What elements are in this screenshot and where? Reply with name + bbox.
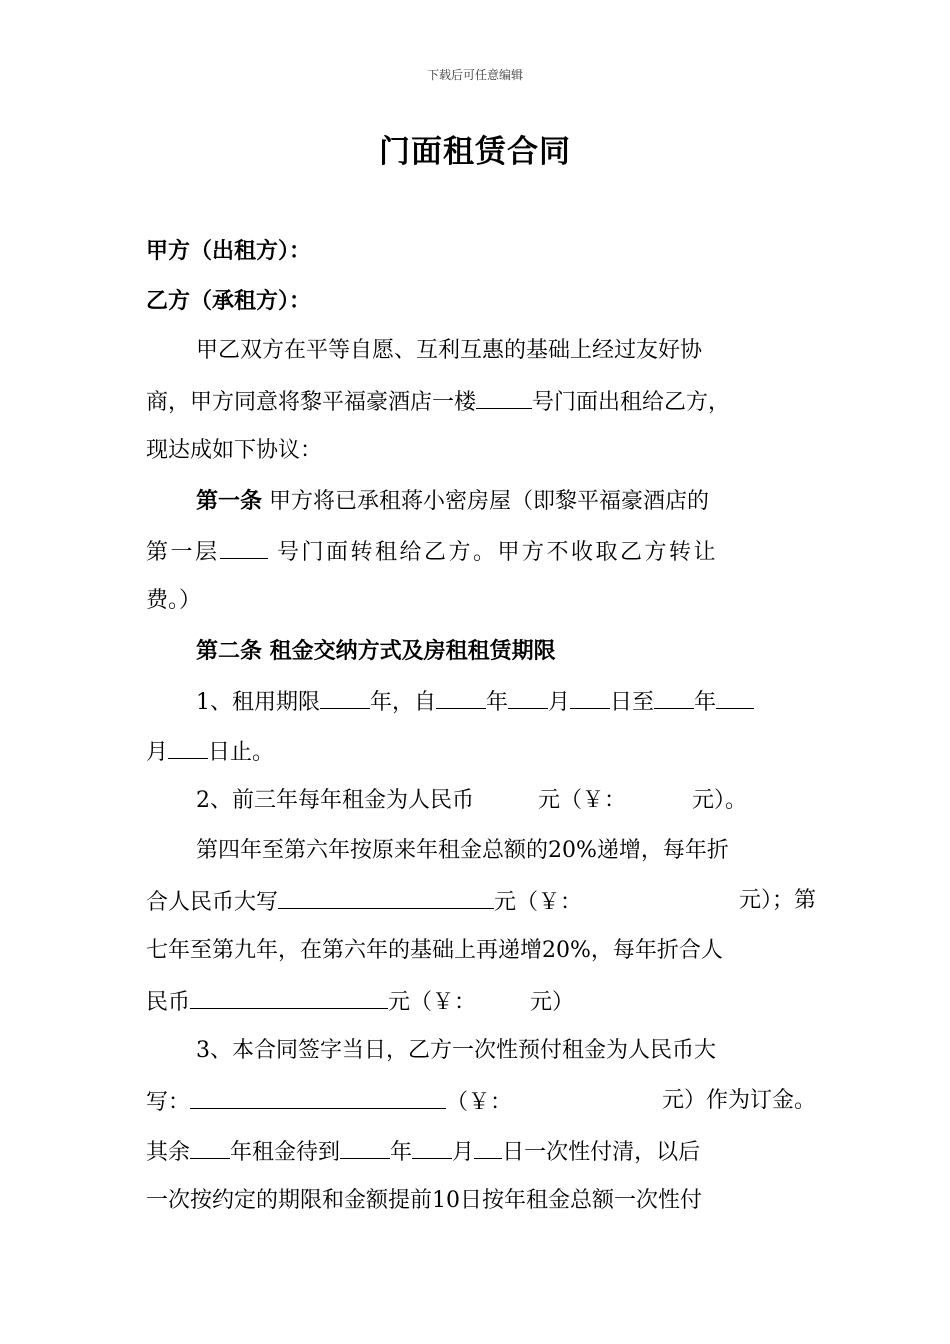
document-title: 门面租赁合同 [379,134,571,170]
blank-pay-year [340,1136,390,1159]
intro-line-2 [146,386,816,418]
party-b-label: 乙方（承租方）： [146,288,312,314]
item-text: 日止。 [208,740,275,765]
item-text: 年 [694,690,717,715]
blank-amount-words [278,886,494,909]
blank-pay-day [474,1136,502,1159]
party-a-label: 甲方（出租方）： [146,238,312,264]
art2-item2-line-5 [146,986,816,1018]
art2-item2-line-4: 七年至第九年，在第六年的基础上再递增20%，每年折合人 [146,938,723,963]
blank-end-day [168,736,208,759]
item-text: 日一次性付清，以后 [502,1140,701,1165]
art2-item2-line-1 [196,786,816,816]
blank-amount-words [190,986,388,1009]
item-text: 月 [452,1140,475,1165]
art2-heading: 第二条 租金交纳方式及房租租赁期限 [196,638,556,664]
blank-end-year [654,686,694,709]
item-text: 元） [530,990,575,1015]
item-text: 2、前三年每年租金为人民币 [196,788,474,813]
item-text: 年 [390,1140,413,1165]
item-text: 元）作为订金。 [661,1088,816,1113]
item-text: 1、租用期限 [196,690,320,715]
art2-item3-line-4: 一次按约定的期限和金额提前10日按年租金总额一次性付 [146,1188,702,1213]
art2-item2-line-2: 第四年至第六年按原来年租金总额的20%递增，每年折 [196,838,729,863]
item-text: 年，自 [370,690,437,715]
item-text: 元（￥： [494,890,583,915]
item-text: 月 [146,740,169,765]
art1-text: 号门面转租给乙方。甲方不收取乙方转让 [277,540,719,565]
item-text: 年 [486,690,509,715]
blank-years [320,686,370,709]
blank-end-month [716,686,754,709]
blank-shop-number [220,536,268,559]
blank-shop-number [476,386,532,409]
header-note: 下载后可任意编辑 [426,68,523,82]
art1-line-2 [146,536,816,568]
blank-pay-month [412,1136,452,1159]
art2-item1-line-2 [146,736,816,768]
item-text: 民币 [146,990,191,1015]
art2-item3-line-1: 3、本合同签字当日，乙方一次性预付租金为人民币大 [196,1038,716,1063]
art2-item3-line-2 [146,1086,816,1118]
item-text: 其余 [146,1140,191,1165]
art2-item1-line-1 [196,686,816,718]
blank-start-month [508,686,548,709]
item-text: 元）；第 [738,888,816,913]
intro-text: 商，甲方同意将黎平福豪酒店一楼 [146,390,477,415]
art1-line-1 [196,486,816,517]
intro-line-1: 甲乙双方在平等自愿、互利互惠的基础上经过友好协 [196,338,703,363]
item-text: 合人民币大写 [146,890,279,915]
item-text: 月 [548,690,571,715]
item-text: 年租金待到 [230,1140,341,1165]
art1-line-3: 费。） [146,588,202,613]
item-text: 日至 [610,690,655,715]
art1-text: 第一层 [146,540,220,565]
item-text: 元）。 [692,788,748,813]
blank-remaining-years [190,1136,230,1159]
blank-deposit-words [190,1086,446,1109]
art2-item2-line-3 [146,886,816,918]
blank-start-day [570,686,610,709]
intro-line-3: 现达成如下协议： [146,438,323,463]
intro-text: 号门面出租给乙方， [532,390,731,415]
art2-item3-line-3 [146,1136,816,1168]
item-text: （￥： [446,1090,513,1115]
item-text: 写： [146,1090,191,1115]
item-text: 元（￥： [388,990,477,1015]
art1-heading: 第一条 [196,488,263,514]
blank-start-year [436,686,486,709]
art1-text: 甲方将已承租蒋小密房屋（即黎平福豪酒店的 [269,489,710,514]
item-text: 元（￥： [538,788,627,813]
